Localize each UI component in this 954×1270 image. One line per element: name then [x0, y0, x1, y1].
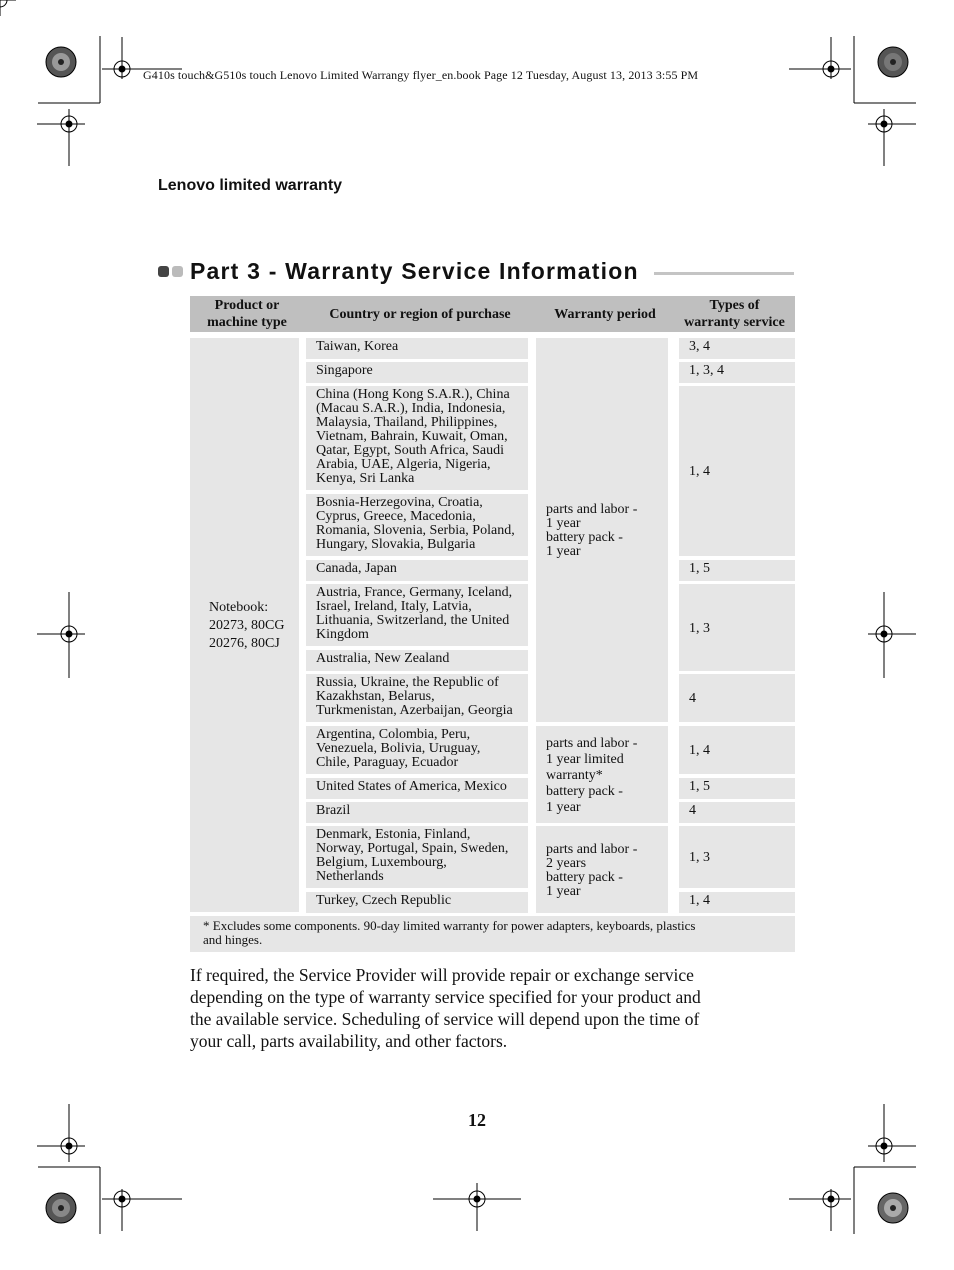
country-line: Kingdom — [316, 627, 369, 642]
service-type-cell: 4 — [679, 802, 795, 823]
country-line: Singapore — [316, 363, 373, 378]
country-line: (Macau S.A.R.), India, Indonesia, — [316, 401, 506, 416]
country-line: Kenya, Sri Lanka — [316, 471, 415, 486]
service-type-cell: 1, 3 — [679, 584, 795, 671]
paragraph-line: your call, parts availability, and other factors. — [190, 1031, 508, 1051]
service-type-cell: 1, 3 — [679, 826, 795, 888]
section-title-text: Part 3 - Warranty Service Information — [190, 258, 639, 284]
country-line: Denmark, Estonia, Finland, — [316, 827, 471, 842]
country-cell — [306, 826, 528, 888]
country-line: Romania, Slovenia, Serbia, Poland, — [316, 523, 515, 538]
country-line: Qatar, Egypt, South Africa, Saudi — [316, 443, 505, 458]
country-line: Canada, Japan — [316, 561, 397, 576]
country-line: Belgium, Luxembourg, — [316, 855, 447, 870]
header-types-line: warranty service — [684, 315, 785, 330]
period-line: battery pack - — [546, 530, 623, 545]
period-line: 1 year — [546, 799, 581, 815]
country-cell — [306, 494, 528, 556]
country-cell — [306, 674, 528, 722]
running-head: Lenovo limited warranty — [158, 177, 343, 194]
country-line: Hungary, Slovakia, Bulgaria — [316, 537, 476, 552]
country-cell — [306, 386, 528, 490]
period-cell — [536, 726, 668, 823]
country-cell — [306, 584, 528, 646]
period-line: 1 year limited — [546, 751, 624, 767]
page-number: 12 — [468, 1110, 486, 1130]
country-line: Israel, Ireland, Italy, Latvia, — [316, 599, 472, 614]
warranty-table — [190, 296, 795, 952]
country-line: Australia, New Zealand — [316, 651, 450, 666]
service-type-cell: 1, 3, 4 — [679, 362, 795, 383]
paragraph-line: depending on the type of warranty service specified for your product and — [190, 987, 701, 1007]
title-bullet-light — [172, 266, 183, 277]
header-product-line: machine type — [207, 315, 287, 330]
period-cell — [536, 826, 668, 913]
period-line: parts and labor - — [546, 841, 638, 857]
period-line: warranty* — [546, 767, 603, 783]
product-line: 20276, 80CJ — [209, 636, 280, 651]
footnote-line: * Excludes some components. 90-day limited warranty for power adapters, keyboards, plastics — [203, 918, 696, 933]
country-line: Taiwan, Korea — [316, 339, 399, 354]
period-line: 1 year — [546, 516, 581, 531]
period-line: 1 year — [546, 883, 581, 899]
product-line: Notebook: — [209, 600, 269, 615]
country-cell — [306, 650, 528, 671]
service-type-cell: 1, 4 — [679, 386, 795, 556]
header-country: Country or region of purchase — [304, 296, 536, 332]
service-type-cell: 4 — [679, 674, 795, 722]
print-header-line: G410s touch&G510s touch Lenovo Limited Warrangy flyer_en.book Page 12 Tuesday, August 13, 2013 3:55 PM — [143, 68, 699, 82]
paragraph-line: If required, the Service Provider will provide repair or exchange service — [190, 965, 694, 985]
footnote-line: and hinges. — [203, 932, 263, 947]
country-line: Vietnam, Bahrain, Kuwait, Oman, — [316, 429, 508, 444]
period-line: parts and labor - — [546, 735, 638, 751]
period-cell — [536, 338, 668, 722]
header-period: Warranty period — [536, 296, 674, 332]
country-line: Brazil — [316, 803, 351, 818]
service-type-cell: 3, 4 — [679, 338, 795, 359]
country-cell — [306, 778, 528, 799]
country-line: Kazakhstan, Belarus, — [316, 689, 435, 704]
product-line: 20273, 80CG — [209, 618, 285, 633]
title-rule — [654, 272, 794, 275]
service-type-cell: 1, 4 — [679, 892, 795, 913]
period-line: 1 year — [546, 544, 581, 559]
period-line: battery pack - — [546, 869, 623, 885]
country-line: Bosnia-Herzegovina, Croatia, — [316, 495, 483, 510]
country-cell — [306, 338, 528, 359]
country-cell — [306, 362, 528, 383]
header-types — [674, 296, 795, 332]
service-type-cell: 1, 5 — [679, 778, 795, 799]
product-cell — [190, 338, 299, 912]
title-bullet-dark — [158, 266, 169, 277]
paragraph-line: the available service. Scheduling of service will depend upon the time of — [190, 1009, 700, 1029]
country-line: United States of America, Mexico — [316, 779, 507, 794]
country-cell — [306, 892, 528, 913]
country-line: Turkey, Czech Republic — [316, 893, 452, 908]
service-type-cell: 1, 4 — [679, 726, 795, 774]
header-types-line: Types of — [709, 298, 760, 313]
country-line: Netherlands — [316, 869, 384, 884]
country-line: Austria, France, Germany, Iceland, — [316, 585, 513, 600]
country-cell — [306, 560, 528, 581]
section-title — [158, 258, 794, 288]
period-line: battery pack - — [546, 783, 623, 799]
header-product — [190, 296, 304, 332]
country-line: Norway, Portugal, Spain, Sweden, — [316, 841, 509, 856]
country-line: Malaysia, Thailand, Philippines, — [316, 415, 498, 430]
country-line: Lithuania, Switzerland, the United — [316, 613, 510, 628]
table-footnote — [190, 916, 795, 952]
country-line: Cyprus, Greece, Macedonia, — [316, 509, 476, 524]
country-line: Russia, Ukraine, the Republic of — [316, 675, 499, 690]
country-line: China (Hong Kong S.A.R.), China — [316, 387, 510, 402]
period-line: parts and labor - — [546, 502, 638, 517]
country-line: Venezuela, Bolivia, Uruguay, — [316, 741, 481, 756]
service-type-cell: 1, 5 — [679, 560, 795, 581]
period-line: 2 years — [546, 855, 587, 871]
header-product-line: Product or — [214, 298, 280, 313]
country-line: Chile, Paraguay, Ecuador — [316, 755, 459, 770]
country-line: Turkmenistan, Azerbaijan, Georgia — [316, 703, 513, 718]
country-line: Arabia, UAE, Algeria, Nigeria, — [316, 457, 491, 472]
body-paragraph — [190, 964, 795, 1052]
country-cell — [306, 802, 528, 823]
country-cell — [306, 726, 528, 774]
country-line: Argentina, Colombia, Peru, — [316, 727, 471, 742]
